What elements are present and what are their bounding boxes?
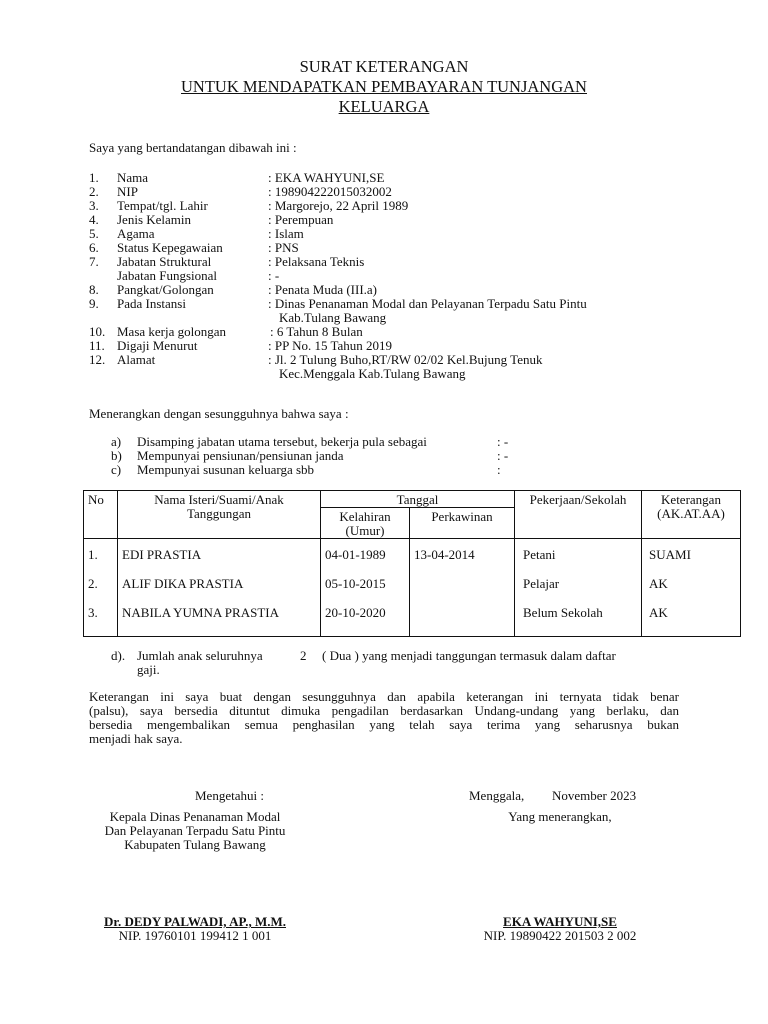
- cell-no: 3.: [88, 605, 98, 620]
- item-d-text-c: gaji.: [137, 662, 160, 677]
- field-row: [0, 338, 768, 352]
- statement-value: : -: [497, 434, 509, 449]
- field-row: [0, 324, 768, 338]
- cell-job: Petani: [523, 547, 556, 562]
- sign-date: November 2023: [552, 788, 637, 803]
- right-signer-nip: NIP. 19890422 201503 2 002: [483, 928, 637, 943]
- field-row: [0, 310, 768, 324]
- field-value: : Penata Muda (III.a): [268, 282, 378, 297]
- field-label: Jabatan Fungsional: [117, 268, 218, 283]
- field-row: [0, 268, 768, 282]
- field-number: 10.: [89, 324, 106, 339]
- field-label: Pangkat/Golongan: [117, 282, 214, 297]
- column-no: [84, 539, 118, 637]
- cell-name: ALIF DIKA PRASTIA: [122, 576, 244, 591]
- closing-line: Keterangan ini saya buat dengan sesungguhnya dan apabila keterangan ini ternyata tidak benar: [89, 689, 679, 704]
- cell-job: Pelajar: [523, 576, 560, 591]
- field-label: Digaji Menurut: [117, 338, 198, 353]
- header-name-line2: Tanggungan: [186, 506, 252, 521]
- header-birth-line1: Kelahiran: [339, 509, 391, 524]
- header-birth-line2: (Umur): [345, 523, 385, 538]
- column-note: [642, 539, 741, 637]
- column-birth: [321, 539, 410, 637]
- cell-name: NABILA YUMNA PRASTIA: [122, 605, 279, 620]
- header-note-line1: Keterangan: [661, 492, 721, 507]
- cell-note: AK: [649, 605, 668, 620]
- field-value: : EKA WAHYUNI,SE: [268, 170, 385, 185]
- field-value: : PP No. 15 Tahun 2019: [268, 338, 393, 353]
- field-row: [0, 282, 768, 296]
- statement-text: Mempunyai susunan keluarga sbb: [137, 462, 315, 477]
- field-number: 11.: [89, 338, 105, 353]
- header-no: No: [84, 491, 118, 539]
- column-name: [118, 539, 321, 637]
- field-value: : 198904222015032002: [268, 184, 392, 199]
- family-table: [83, 490, 741, 637]
- left-signer-nip: NIP. 19760101 199412 1 001: [118, 928, 272, 943]
- field-row: [0, 366, 768, 380]
- cell-no: 1.: [88, 547, 98, 562]
- table-body-row: [84, 539, 741, 637]
- statement-value: :: [497, 462, 501, 477]
- field-label: Alamat: [117, 352, 156, 367]
- statement-text: Disamping jabatan utama tersebut, bekerja pula sebagai: [137, 434, 427, 449]
- cell-birth: 04-01-1989: [325, 547, 386, 562]
- closing-paragraph: [89, 690, 679, 746]
- field-value: : Dinas Penanaman Modal dan Pelayanan Terpadu Satu Pintu: [268, 296, 587, 311]
- title-line-1: SURAT KETERANGAN: [299, 57, 469, 76]
- header-name-line1: Nama Isteri/Suami/Anak: [154, 492, 284, 507]
- left-role-line2: Dan Pelayanan Terpadu Satu Pintu: [104, 823, 286, 838]
- declare-text: Menerangkan dengan sesungguhnya bahwa saya :: [89, 406, 349, 421]
- field-number: 2.: [89, 184, 99, 199]
- field-value: : Islam: [268, 226, 304, 241]
- header-note: [642, 491, 741, 539]
- intro-text: Saya yang bertandatangan dibawah ini :: [89, 140, 297, 155]
- sign-place: Menggala,: [469, 788, 525, 803]
- field-label: Jenis Kelamin: [117, 212, 192, 227]
- cell-marriage: [414, 597, 510, 626]
- field-value: : Pelaksana Teknis: [268, 254, 365, 269]
- left-role-line1: Kepala Dinas Penanaman Modal: [109, 809, 281, 824]
- cell-birth: 05-10-2015: [325, 576, 386, 591]
- field-number: 5.: [89, 226, 99, 241]
- field-value: : Perempuan: [268, 212, 334, 227]
- field-row: [0, 184, 768, 198]
- item-d-letter: d).: [111, 648, 126, 663]
- item-d-text: Jumlah anak seluruhnya: [137, 648, 263, 663]
- field-label: Jabatan Struktural: [117, 254, 212, 269]
- statement-letter: b): [111, 448, 122, 463]
- cell-marriage: [414, 568, 510, 597]
- left-signer-name: Dr. DEDY PALWADI, AP., M.M.: [103, 914, 286, 929]
- field-row: [0, 170, 768, 184]
- field-value: : -: [268, 268, 280, 283]
- header-name: [118, 491, 321, 539]
- field-row: [0, 212, 768, 226]
- statement-row: [111, 463, 531, 477]
- field-row: [0, 254, 768, 268]
- cell-no: 2.: [88, 576, 98, 591]
- field-value: : 6 Tahun 8 Bulan: [270, 324, 363, 339]
- closing-line: menjadi hak saya.: [89, 731, 183, 746]
- item-d-count: 2: [300, 648, 307, 663]
- field-number: 1.: [89, 170, 99, 185]
- field-number: 4.: [89, 212, 99, 227]
- cell-name: EDI PRASTIA: [122, 547, 202, 562]
- field-number: 3.: [89, 198, 99, 213]
- statement-letter: a): [111, 434, 122, 449]
- closing-line: (palsu), saya bersedia dituntut dimuka pengadilan berdasarkan Undang-undang yang berlaku, dan: [89, 703, 679, 718]
- cell-job: Belum Sekolah: [523, 605, 603, 620]
- header-note-line2: (AK.AT.AA): [657, 506, 725, 521]
- field-value: Kab.Tulang Bawang: [279, 310, 387, 325]
- title-line-3: KELUARGA: [338, 97, 430, 116]
- left-role-line3: Kabupaten Tulang Bawang: [124, 837, 266, 852]
- table-header-row: [84, 491, 741, 508]
- field-row: [0, 240, 768, 254]
- title-line-2: UNTUK MENDAPATKAN PEMBAYARAN TUNJANGAN: [181, 77, 587, 96]
- field-row: [0, 352, 768, 366]
- field-label: NIP: [117, 184, 138, 199]
- statement-row: [111, 435, 531, 449]
- known-label: Mengetahui :: [195, 788, 264, 803]
- field-row: [0, 226, 768, 240]
- field-label: Agama: [117, 226, 155, 241]
- field-label: Status Kepegawaian: [117, 240, 223, 255]
- header-job: Pekerjaan/Sekolah: [515, 491, 642, 539]
- field-number: 8.: [89, 282, 99, 297]
- field-label: Nama: [117, 170, 149, 185]
- field-label: Tempat/tgl. Lahir: [117, 198, 208, 213]
- field-value: Kec.Menggala Kab.Tulang Bawang: [279, 366, 466, 381]
- field-number: 7.: [89, 254, 99, 269]
- header-birth: [321, 508, 410, 539]
- field-number: 12.: [89, 352, 106, 367]
- statement-value: : -: [497, 448, 509, 463]
- closing-line: bersedia mengembalikan semua penghasilan yang telah saya terima yang seharusnya bukan: [89, 717, 679, 732]
- statement-letter: c): [111, 462, 122, 477]
- field-number: 6.: [89, 240, 99, 255]
- field-label: Pada Instansi: [117, 296, 186, 311]
- right-signer-name: EKA WAHYUNI,SE: [503, 914, 617, 929]
- cell-marriage: 13-04-2014: [414, 547, 475, 562]
- item-d-text-b: ( Dua ) yang menjadi tanggungan termasuk dalam daftar: [322, 648, 616, 663]
- field-row: [0, 296, 768, 310]
- field-row: [0, 198, 768, 212]
- header-marriage: Perkawinan: [410, 508, 515, 539]
- column-marriage: [410, 539, 515, 637]
- column-job: [515, 539, 642, 637]
- statement-row: [111, 449, 531, 463]
- right-role: Yang menerangkan,: [508, 809, 612, 824]
- cell-note: SUAMI: [649, 547, 691, 562]
- field-value: : PNS: [268, 240, 299, 255]
- cell-note: AK: [649, 576, 668, 591]
- field-value: : Jl. 2 Tulung Buho,RT/RW 02/02 Kel.Bujung Tenuk: [268, 352, 543, 367]
- field-number: 9.: [89, 296, 99, 311]
- field-value: : Margorejo, 22 April 1989: [268, 198, 409, 213]
- header-date: Tanggal: [321, 491, 515, 508]
- field-label: Masa kerja golongan: [117, 324, 227, 339]
- statement-text: Mempunyai pensiunan/pensiunan janda: [137, 448, 344, 463]
- cell-birth: 20-10-2020: [325, 605, 386, 620]
